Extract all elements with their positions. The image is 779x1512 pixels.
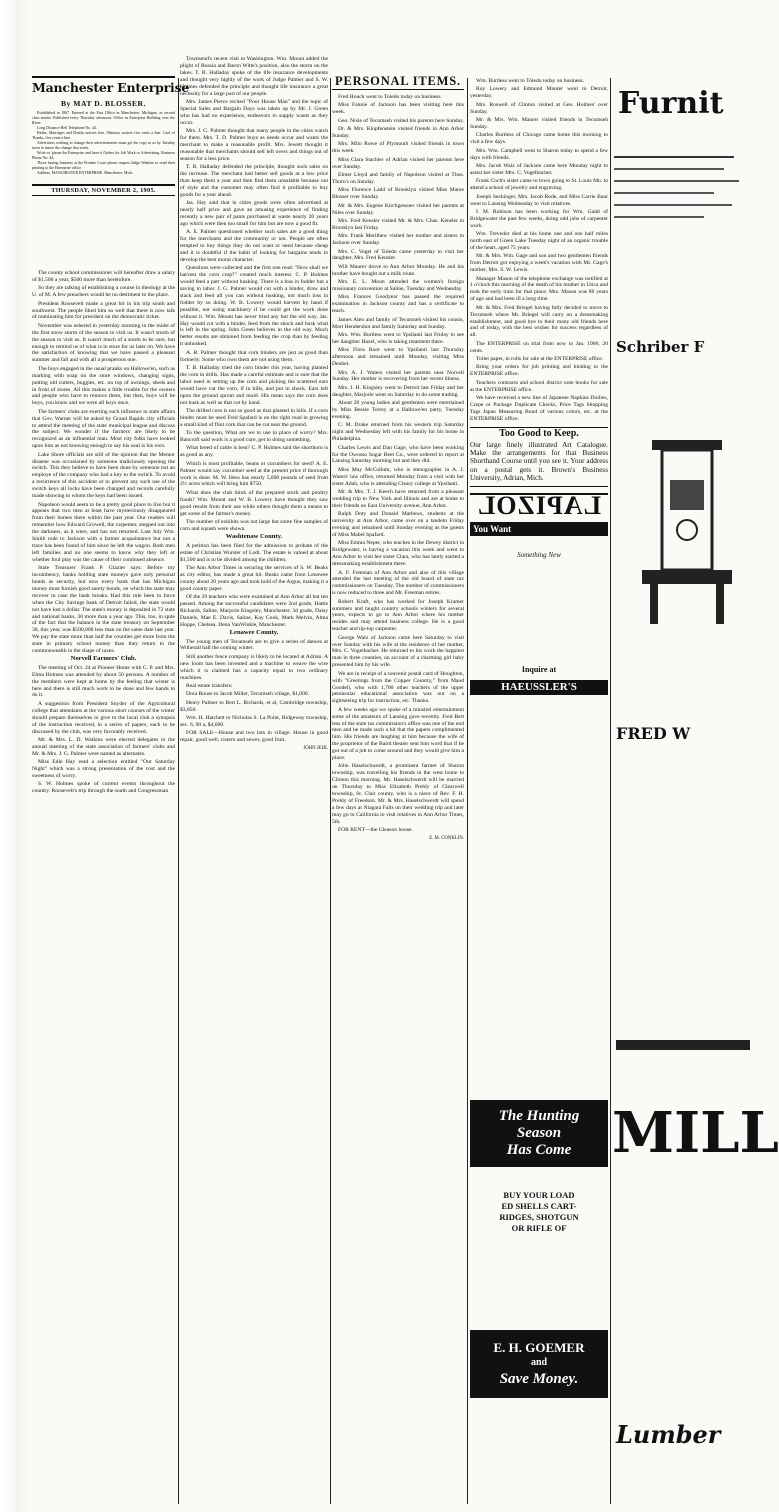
masthead-notices	[32, 111, 175, 176]
goemer-name: E. H. GOEMER	[493, 1340, 585, 1355]
personal-item: John Haselschwerdt, a prominent farmer of Sharon township, was travelling his friends in the west home to Clinton this morning. Mr. Haselschwerdt will be married on Thursday to Miss Elizabeth Prehly of Clearwell township, St. Clair county, who is a niece of Rev. F. H. Prehly of Freedom. Mr. & Mrs. Haselschwerdt will spend a few days at Niagara Falls on their wedding trip and later may go to California to visit relatives in Ann Arbor Times, 5th.	[332, 763, 464, 825]
personal-item: Wm. Burtless went to Toledo today on business.	[476, 78, 585, 84]
article-paragraph: To the question, What are we to use in place of worry? Mrs. Bancroft said work is a good cure, get to doing something.	[180, 430, 328, 444]
personal-item: Mrs. C. Vogel of Toledo came yesterday to visit her daughter, Mrs. Fred Kensler.	[332, 248, 464, 262]
personal-item: James Aten and family of Tecumseh visited his cousin, Mort Hendershot and family Saturday and Sunday.	[332, 316, 464, 330]
personal-item: Elmer Lloyd and family of Napoleon visited at Thos. Thorn's on Sunday.	[332, 171, 464, 185]
inquire-at: Inquire at	[521, 665, 557, 675]
article-paragraph: S. W. Holmes spoke of current events throughout the country. Roosevelt's trip through the south and Congressman	[32, 781, 175, 795]
notice: Address, MANCHESTER ENTERPRISE, Manchester, Mich.	[37, 171, 134, 175]
article-paragraph: State Treasurer Frank P. Glazier says: Before my incumbency, banks holding state moneys gave only personal bonds as security, but now every bank that has Michigan money must furnish good surety bonds, on which the state may recover in case the bank breaks. Had this rule been in force when the City Savings bank of Detroit failed, the state would not have lost a dollar. The state's money is deposited in 72 state and national banks, 30 more than a year ago. This, too, in spite of the fact that the balance in the state treasury on September 30, this year, was $500,000 less than on the same date last year. We pay the state more than half the counties get more from the state in primary school money than they return to the commonwealth in the shape of taxes.	[32, 565, 175, 655]
personal-item: Mr. & Mrs. Fred Briegel having fully decided to move to Tecumseh where Mr. Briegel will carry on a dressmaking establishment, and good bye to their many old friends here and of today, with the best wishes for success regardless of all.	[470, 304, 608, 339]
article-paragraph: Mr. & Mrs. L. D. Watkins were elected delegates to the annual meeting of the state association of farmers' clubs and Mr. & Mrs. J. G. Palmer were named as alternates.	[32, 736, 175, 757]
article-paragraph: The young men of Tecumseh are to give a series of dances at Witherall hall the coming winter.	[180, 638, 328, 652]
article-paragraph: Lake Shore officials are still of the opinion that the Mentor disaster was occasioned by someone maliciously opening the switch. This they believe to have been done by someone not an employe of the company who had a key to the switch. To avoid a recurrence of this accident or to prevent any such use of the switch keys all locks have been changed and records carefully made showing to whom the keys had been issued.	[32, 451, 175, 500]
column-1	[32, 270, 175, 1502]
article-paragraph: Townsend's recent visit to Washington. Wm. Mount added the plight of Russia and Baron Witte's position, also the storm on the lakes. T. B. Halladay spoke of the life insurance developments and thought very highly of the work of Judge Palmer and S. W. Holmes defended the principle and thought life insurance a great necessity for a large part of our people.	[180, 56, 328, 97]
article-paragraph: Dora Rouse to Jacob Miller, Tecumseh village, $1,000.	[186, 691, 310, 698]
section-heading: Norvell Farmers' Club.	[70, 655, 137, 663]
personal-item: Miss May McCollum, who is stenographer in A. J. Waters' law office, returned Monday from a visit with her sister Adah, who is attending Cleary college at Ypsilanti.	[332, 466, 464, 487]
furniture-ad-body	[614, 150, 750, 300]
hunting-line: Season	[516, 1125, 562, 1141]
column-3	[332, 74, 464, 1502]
lapizol-ad	[470, 490, 608, 520]
column-rule	[610, 78, 611, 1504]
personal-item: Ralph Doty and Donald Mathews, students at the university at Ann Arbor, came over on a tandem Friday evening and remained until Sunday evening as the guests of Miss Mabel Spafard.	[332, 511, 464, 538]
stove-icon	[612, 420, 750, 720]
column-rule	[467, 78, 468, 1504]
article-paragraph: The boys engaged in the usual pranks on Hallowe'en, such as marking with soap on the store windows, changing signs, putting old cutters, buggies, etc. on top of awnings, sheds and in front of stores. All this makes a little trouble for the owners and people who have to remove them, but then, boys will be boys, you know and we were all boys once.	[32, 365, 175, 407]
personal-item: George Walz of Jackson came here Saturday to visit over Sunday with his wife at the residence of her mother, Mrs. C. Vogelbacher. He returned to his work the happiest man in three counties, on account of a charming girl baby presented him by his wife.	[332, 634, 464, 669]
article-paragraph: The county school commissioner will hereafter draw a salary of $1,500 a year, $500 more than heretofore.	[32, 270, 175, 283]
personal-item: Mr. & Mrs. Eugene Kirchgessner visited her parents at Niles over Sunday.	[332, 202, 464, 216]
article-paragraph: Jas. Hay said that in cities goods were often advertised at nearly half price and gave an amusing experience of finding recently a new pair of pants purchased at waste nearly 20 years ago which were then too small for him but are now a good fit.	[180, 200, 328, 227]
personal-item: Miss Clara Stachler of Adrian visited her parents here over Sunday.	[332, 156, 464, 170]
personal-item: The ENTERPRISE on trial from now to Jan. 1906, 20 cents.	[470, 340, 608, 354]
personal-item: Geo. Nisle of Tecumseh visited his parents here Sunday.	[338, 117, 464, 124]
article-paragraph: The number of exhibits was not large but some fine samples of corn and squash were shown.	[180, 519, 328, 532]
signature: JOHN JEHL	[303, 746, 328, 752]
personal-item: Will Maurer drove to Ann Arbor Monday. He and his brother have bought out a milk route.	[332, 263, 464, 277]
personal-item: Mrs. J. H. Kingsley went to Detroit last Friday and her daughter, Marjorie went on Saturday to do some trading.	[332, 384, 464, 398]
notice: Those having business at the Probate Court please request Judge Watkins to send their printing to the Enterprise office.	[32, 161, 175, 170]
signature: E. M. CONKLIN.	[429, 836, 464, 842]
section-heading: Lenawee County.	[229, 629, 279, 637]
article-paragraph: Of the 29 teachers who were examined at Ann Arbor all but ten passed. Among the successful candidates were 2nd grade, Hattie Richards, Saline, Marjorie Kingsley, Manchester. 3d grade, Daisy Daniels, Mae E. Davis, Saline, Kay Cook, Mark Melvin, Alma Hoppe, Chelsea. Dena VanWinkle, Manchester.	[180, 594, 328, 628]
personal-item: C. M. Drake returned from his western trip Saturday night and Wednesday left with his family for his home in Philadelphia.	[332, 422, 464, 443]
ad-heading: Too Good to Keep.	[499, 427, 579, 439]
personal-item: Mrs. Roswell of Clinton visited at Geo. Holmes' over Sunday.	[470, 101, 608, 115]
personal-item: Mr. & Mrs. Wm. Maurer visited friends in Tecumseh Sunday.	[470, 117, 608, 130]
ammunition-ad	[470, 1178, 608, 1240]
personal-item: Manager Mason of the telephone exchange was notified at 1 o'clock this morning of the death of his mother in Utica and took the early train for that place. Mrs. Mason was 80 years of age and had been ill a long time.	[470, 275, 608, 303]
buy-line: RIDGES, SHOTGUN	[499, 1212, 579, 1222]
article-paragraph: Miss Edie Hay read a selection entitled "Our Saturday Night" which was a strong presentation of the cost and the sweetness of worry.	[32, 759, 175, 779]
personal-item: Charles Burtless of Chicago came home this morning to visit a few days.	[470, 132, 608, 146]
personal-item: Mrs. Milo Rowe of Plymouth visited friends in town this week.	[332, 141, 464, 155]
column-rule	[178, 78, 179, 1504]
personal-item: Teachers contracts and school district note books for sale at the ENTERPRISE office.	[470, 379, 608, 393]
hunting-line: Has Come	[506, 1142, 572, 1158]
personal-item: Miss Frances Goodyear has passed the required examination in Jackson county and has a certificate to teach.	[332, 294, 464, 315]
column-4	[470, 78, 608, 1502]
personal-item: Mr. & Mrs. Wm. Gage and son and two gentlemen friends from Detroit got enjoying a week's vacation with Mr. Gage's mother, Mrs. S. W. Lewis.	[470, 253, 608, 274]
article-paragraph: A. R. Palmer thought that corn binders are just as good than formerly. Some who own them are not using them.	[180, 349, 328, 363]
personal-item: Toilet paper, in rolls for sale at the ENTERPRISE office.	[476, 356, 604, 363]
banner-text: You Want	[473, 523, 512, 534]
article-paragraph: Questions were collected and the first one read: "How shall we harvest the corn crop?" created much interest. C. P. Holmes would feed a part without husking. There is a loss in fodder but a saving in labor. J. G. Palmer would cut with a binder, draw and stack and feed all you can without husking, not much loss in fodder by so doing. W. B. Lowery would harvest by hand if possible, not using machinery if he could get the work done without it. Wm. Mount has never tried any but the old way. Jas. Hay would cut with a binder, feed from the shock and husk what is left in the spring. John Green believes in the old way. Much better results are obtained from feeding the crop than by feeding it unhusked.	[180, 265, 328, 348]
lapizol-wordmark: LAPIZOL	[476, 490, 602, 520]
article-paragraph: T. B. Halladay defended the principle, thought such sales on the increase. The merchant had better sell goods at a low price than keep them a year and then find them unsalable because out of style and the customer may often find it profitable to buy goods for a year ahead.	[180, 164, 328, 198]
personal-item: Mrs. A. J. Waters visited her parents near Norvell Sunday. Her mother is recovering from her recent illness.	[332, 369, 464, 383]
hunting-line: The Hunting	[498, 1108, 580, 1124]
personal-item: Mr. & Mrs. T. J. Keech have returned from a pleasant wedding trip to New York and Illinois and are at home to their friends on East University avenue, Ann Arbor.	[332, 489, 464, 509]
personal-item: We have received a new line of Japanese Napkins Doilies, Crepe or Package Duplicate Checks, Price Tags Shopping Tags Japan Measuring Bond of various colors, etc. at the ENTERPRISE office.	[470, 395, 608, 422]
article-paragraph: November was ushered in yesterday morning in the midst of the first snow storm of the season to visit us. It wasn't storm of the season to visit us. It wasn't much of a storm to be sure, but enough to remind us of what is in store for us later on. We have the satisfaction of knowing that we have passed a pleasant summer and fall and with all a prosperous one.	[32, 322, 175, 364]
article-paragraph: What does the club think of the prepared stock and poultry foods? Wm. Mount and W. B. Lowery have thought they saw good results from their use while others thought them a means to get some of the farmer's money.	[180, 489, 328, 517]
personal-item: Mrs. Fred Kensler visited Mr. & Mrs. Chas. Kensler in Brooklyn last Friday.	[332, 217, 464, 231]
personal-item: A. F. Freeman of Ann Arbor and also of this village attended the last meeting of the old board of state tax commissioners on Tuesday. The number of commissioners is now reduced to three and Mr. Freeman retires.	[332, 569, 464, 597]
article-paragraph: The drilled corn is not so good as that planted in hills. If a corn binder must be used Fred Spafard is on the right road in growing a small kind of flint corn that can be cut near the ground.	[180, 407, 328, 428]
article-paragraph: FOR SALE—House and two lots in village. House in good repair, good well, cistern and sewer, good fruit.	[180, 730, 328, 744]
article-paragraph: The farmers' clubs are exerting such influence in state affairs that Gov. Warner will be asked by Grand Rapids city officials to attend the meeting of the state municipal league and discuss the subject. We wonder if the farmers' are likely to be recognized as an influential man. Most city folks have looked upon him as not knowing enough to say his soul is his own.	[32, 408, 175, 450]
buy-line: BUY YOUR LOAD	[503, 1190, 575, 1200]
spacer	[470, 559, 608, 667]
notice: Established in 1867. Entered at the Post Office in Manchester, Michigan, as second class matter. Published every Thursday afternoon. Office in Enterprise Building over the River.	[32, 111, 175, 125]
haeussler-name: HAEUSSLER'S	[470, 680, 608, 695]
publisher-byline: By MAT D. BLOSSER.	[61, 99, 146, 108]
personal-item: FOR RENT—the Gleason house.	[338, 827, 413, 834]
column-2	[180, 56, 328, 1502]
article-paragraph: The Ann Arbor Times in securing the services of S. W. Beaks as city editor, has made a great hit. Beaks came from Lenawee county about 20 years ago and took hold of the Argus, making it a good county paper.	[180, 564, 328, 592]
personal-item: Miss Florence Ladd of Brooklyn visited Miss Maree Blosser over Sunday.	[332, 187, 464, 201]
personal-item: Miss Fannie of Jackson has been visiting here this week.	[332, 102, 464, 116]
article-paragraph: T. B. Halladay tried the corn binder this year, having planted the corn in drills. Has made a careful estimate and is sure that the labor need in setting up the corn and picking the scattered ears would have cut the corn, if in hills, and put in shock. Ears left upon the ground sprout and mold. His mean says the corn does not husk as well as that cut by hand.	[180, 364, 328, 406]
notice: Long Distance Bell Telephone No. 44.	[37, 126, 97, 130]
business-school-ad	[470, 427, 608, 487]
personal-item: Joseph Sechinger, Mrs. Jacob Rode, and Miss Carrie Baur went to Lansing Wednesday to visit relatives.	[470, 193, 608, 207]
article-paragraph: Mrs. James Pierce recited "Poor House Man" and the topic of Special Sales and Bargain Days was taken up by Mr. J. Green who has had no experience, endeavors to supply wants as they occur.	[180, 98, 328, 126]
article-paragraph: So they are talking of establishing a course in theology at the U. of M. A few preachers would be no detriment to the place.	[32, 285, 175, 299]
personal-item: Mrs. Frank Merithew visited her mother and sisters in Jackson over Sunday.	[332, 233, 464, 247]
personal-item: Mrs. Jacob Walz of Jackson came here Monday night to assist her sister Mrs. C. Vogelbacher.	[470, 162, 608, 176]
article-paragraph: Henry Palmer to Bert L. Richards, et al, Cambridge township, $3,850.	[180, 699, 328, 713]
article-paragraph: President Roosevelt made a great hit in his trip south and southwest. The people liked him so well that there is now talk of nominating him for president on the democratic ticket.	[32, 300, 175, 321]
column-rule	[330, 78, 331, 1504]
personal-item: About 20 young ladies and gentlemen were entertained by Miss Bessie Torrey at a Hallowe'en party, Tuesday evening.	[332, 400, 464, 420]
fred-ad: FRED W	[616, 724, 691, 743]
furniture-ad: Furnit	[618, 86, 724, 121]
article-paragraph: Mrs. J. G. Palmer thought that many people in the cities watch for them. Mrs. T. D. Palmer buys as needs occur and wants the merchant to make a reasonable profit. Mrs. Jewett thought it reasonable that merchants should sell left overs and things out of season for a less price.	[180, 128, 328, 162]
personal-item: Robert Kraft, who has worked for Joseph Kramer summers and taught country schools winters for several years, expects to go to Ann Arbor where his mother resides and may attend business college. He is a good teacher and tip-top carpenter.	[332, 598, 464, 633]
personal-item: Miss Flora Root went to Ypsilanti last Thursday afternoon and remained until Monday, visiting Miss Deubel.	[332, 347, 464, 368]
notice: Advertisers wishing to change their advertisements must get the copy to us by Tuesday noon to insure the change that week.	[32, 141, 175, 150]
personal-item: Charles Lewis and Dan Gage, who have been working for the Owosso Sugar Beet Co., were ordered to report at Lansing Saturday morning but and they did.	[332, 444, 464, 465]
personal-item: Mrs. Wm. Campbell went to Sharon today to spend a few days with friends.	[470, 147, 608, 161]
stove-illustration	[612, 420, 750, 720]
goemer-ad	[470, 1330, 608, 1398]
section-heading: PERSONAL ITEMS.	[332, 78, 464, 90]
personal-item: Mrs. Wm. Burtless went to Ypsilanti last Friday to see her daughter Hazel, who is taking treatment there.	[332, 332, 464, 345]
personal-item: Wm. Trevedor died at his home one and one half miles north east of Green Lake Tuesday night of an organic trouble of the heart, aged 75 years.	[470, 231, 608, 251]
article-paragraph: Wm. H. Hatchett to Nicholas S. La Point, Ridgeway township, sec. 6, 90 a, $4,000.	[180, 715, 328, 728]
ad-text: Our large finely illustrated Art Catalogue. Make the arrangements for that Business Shorthand Course until you see it. Your address on a postal gets it. Brown's Business University, Adrian, Mich.	[470, 440, 608, 483]
masthead	[32, 76, 190, 200]
personal-item: Miss Emma Neper, who teaches in the Dewey district in Bridgewater, is having a vacation this week and went to Ann Arbor to visit her sister Clara, who has lately started a dressmaking establishment there.	[332, 540, 464, 568]
something-new: Something New	[517, 551, 561, 560]
page-edge	[0, 0, 30, 1512]
personal-item: Frank Coch's sister came to town going to St. Louis Mo. to attend a school of jewelry and engraving.	[470, 178, 608, 192]
article-paragraph: Real estate transfers:	[186, 682, 233, 689]
article-paragraph: What breed of cattle is best? C. P. Holmes said the shorthorn is as good as any.	[180, 445, 328, 459]
goemer-slogan: Save Money.	[499, 1371, 579, 1387]
article-paragraph: Which is most profitable, beans or cucumbers for seed? A. E. Palmer would say cucumber seed at the present price if thorough work is done. M. W. Hess has nearly 5,000 pounds of seed from 2½ acres which will bring him $750.	[180, 460, 328, 488]
lumber-ad: Lumber	[616, 1420, 721, 1449]
notice: Births, Marriages and Deaths notices free. Obituary notices five cents a line. Card of Thanks, five cents a line.	[32, 131, 175, 140]
newspaper-title: Manchester Enterprise	[32, 76, 175, 95]
personal-item: A few weeks ago we spoke of a minstrel entertainment some of the amateurs of Lansing gave recently. Fred Bert less of the state tax commission's office was one of the end men and he made such a hit that the papers complimented him. His friends are laughing at him because the wife of the proprietor of the Baird theater sent him word that if he got out of a job to come around and they would give him a place.	[332, 706, 464, 762]
personal-item: Roy Lowery and Edmund Maurer went to Detroit, yesterday.	[470, 86, 608, 100]
personal-item: We are in receipt of a souvenir postal card of Houghton, with "Greetings from the Copper Country," from Maud Goodell, who with 1,700 other teachers of the upper peninsular educational association was out on a sightseeing trip for instruction, etc. Thanks.	[332, 670, 464, 705]
personal-item: Fred Houck went to Toledo today on business.	[338, 93, 442, 100]
dark-banner	[470, 522, 608, 537]
buy-line: ED SHELLS CART-	[501, 1201, 577, 1211]
section-heading: Washtenaw County.	[225, 533, 283, 541]
article-paragraph: Still another fence company is likely to be located at Adrian. A new loom has been invented and a machine to weave the wire which it is claimed has a capacity equal to two ordinary machines.	[180, 653, 328, 681]
personal-item: Bring your orders for job printing and binding to the ENTERPRISE office.	[470, 364, 608, 378]
notice: Write or 'phone the Enterprise and have it Orders for Job Work or Advertising. Business Phone No. 44.	[32, 151, 175, 160]
article-paragraph: A petition has been filed for the admission to probate of the estate of Christian Wurster of Lodi. The estate is valued at about $1,500 and is to be divided among the children.	[180, 542, 328, 563]
dateline: THURSDAY, NOVEMBER 2, 1905.	[32, 184, 175, 196]
schriber-ad: Schriber F	[616, 338, 705, 356]
personal-item: Mrs. E. L. Moon attended the women's foreign missionary convention at Saline, Tuesday and Wednesday.	[332, 279, 464, 293]
article-paragraph: Napoleon would seem to be a pretty good place to live but it appears that two men at least have mysteriously disappeared from their homes there within the past year. Our readers will remember how Edward Growell, the carpenter, stepped out into the darkness, as it were, and has not returned. Last July Wm. Smith rode to Jackson with a farmer acquaintance but not a trace has been found of him since he left the wagon. Both men left families and no one seems to know why they left or whether foul play was the cause of their continued absence.	[32, 501, 175, 563]
goemer-and: and	[530, 1357, 548, 1368]
personal-item: Dr. & Mrs. Klopfenstein visited friends in Ann Arbor Sunday.	[332, 126, 464, 139]
article-paragraph: The meeting of Oct. 24 at Pioneer Home with C. P. and Mrs. Elma Holmes was attended by about 50 persons. A number of the members were kept at home by the feeling that winter is here and there is still much work to be done and few hands to do it.	[32, 664, 175, 699]
article-paragraph: A suggestion from President Snyder of the Agricultural college that attendants at the various short courses of the winter should prepare themselves to give to the local club a synopsis of the instruction received, in a series of papers, each to be discussed by the club, was very favorably received.	[32, 700, 175, 735]
ad-bar	[616, 1040, 750, 1050]
personal-item: I. M. Robison has been working for Wm. Gadd of Bridgewater the past few weeks, doing odd jobs of carpenter work.	[470, 208, 608, 229]
buy-line: OR RIFLE OF	[511, 1223, 567, 1233]
hunting-season-ad	[470, 1100, 608, 1167]
mill-ad: MILL	[612, 1100, 779, 1166]
article-paragraph: A. E. Palmer questioned whether such sales are a good thing for the merchants and the community or not. People are often tempted to buy things they do not want or need because cheap and it is doubtful if the habit of looking for bargains tends to develop the best moral character.	[180, 229, 328, 263]
